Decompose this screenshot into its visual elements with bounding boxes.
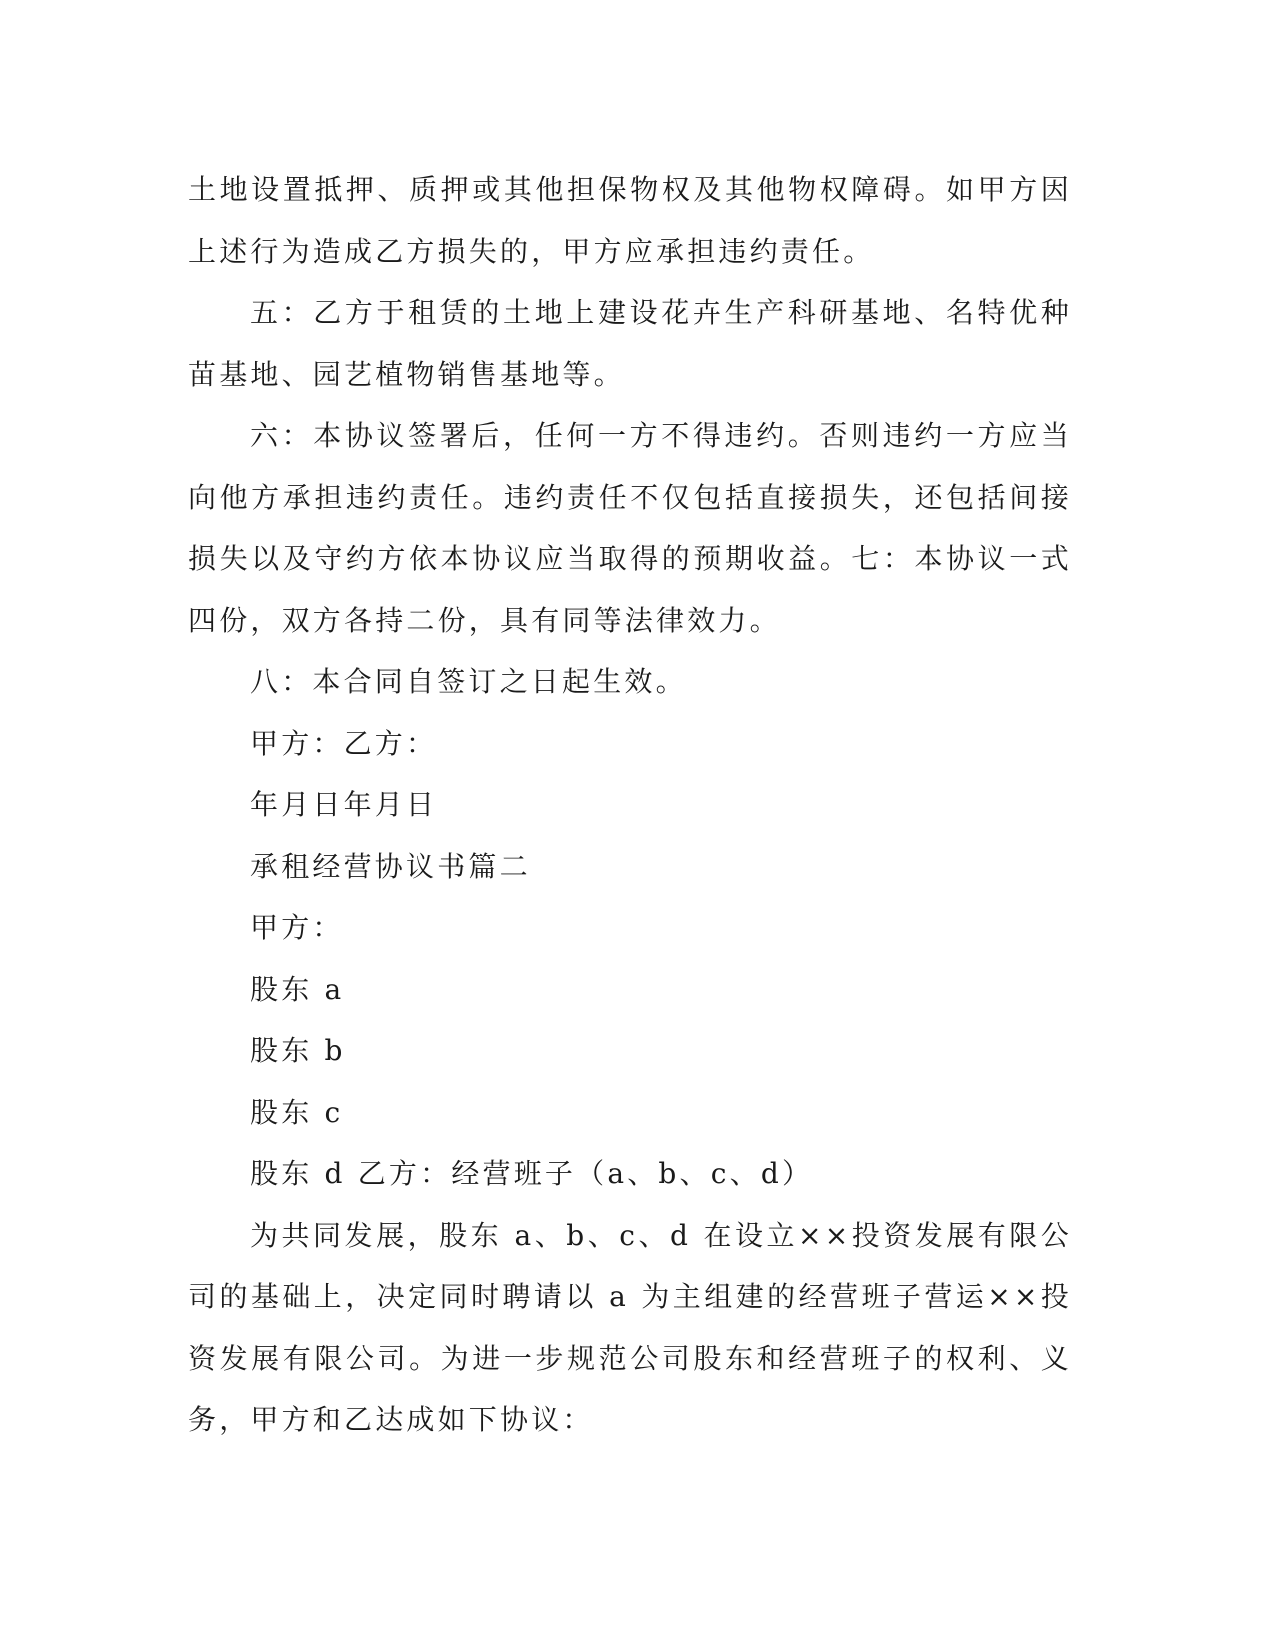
paragraph-agreement-intro: 为共同发展，股东 a、b、c、d 在设立××投资发展有限公司的基础上，决定同时聘请以 a 为主组建的经营班子营运××投资发展有限公司。为进一步规范公司股东和经营班子的权利、义务，甲方和乙达成如下协议： <box>188 1218 1072 1436</box>
line-signature-dates: 年月日年月日 <box>250 788 438 821</box>
line-shareholder-d-party-b: 股东 d 乙方：经营班子（a、b、c、d） <box>250 1157 814 1190</box>
paragraph-collateral: 土地设置抵押、质押或其他担保物权及其他物权障碍。如甲方因上述行为造成乙方损失的，甲方应承担违约责任。 <box>188 173 1072 268</box>
line-clause-eight: 八：本合同自签订之日起生效。 <box>250 665 687 698</box>
line-party-signatures: 甲方：乙方： <box>250 726 438 760</box>
line-shareholder-c: 股东 c <box>250 1095 344 1129</box>
document-body <box>188 159 1072 1451</box>
section-heading: 承租经营协议书篇二 <box>250 849 531 883</box>
line-shareholder-a: 股东 a <box>250 972 345 1006</box>
paragraph-clause-five: 五：乙方于租赁的土地上建设花卉生产科研基地、名特优种苗基地、园艺植物销售基地等。 <box>188 296 1072 391</box>
line-shareholder-b: 股东 b <box>250 1034 346 1067</box>
line-party-a: 甲方： <box>250 911 344 944</box>
paragraph-clause-six-seven: 六：本协议签署后，任何一方不得违约。否则违约一方应当向他方承担违约责任。违约责任不仅包括直接损失，还包括间接损失以及守约方依本协议应当取得的预期收益。七：本协议一式四份，双方各持二份，具有同等法律效力。 <box>188 419 1072 637</box>
